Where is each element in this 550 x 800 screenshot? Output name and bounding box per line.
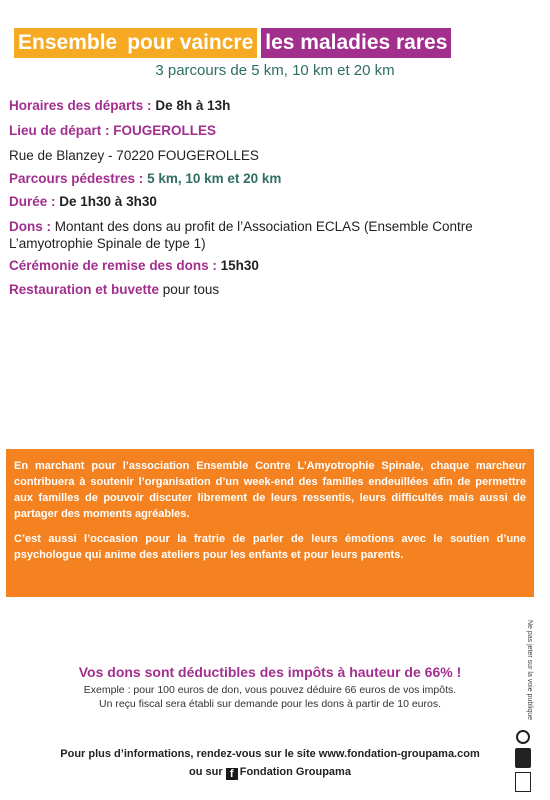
facebook-page-link[interactable]: Fondation Groupama [239, 766, 351, 778]
facebook-line [0, 766, 540, 780]
title-part-pour-vaincre: pour vaincre [121, 28, 257, 58]
facebook-icon: f [226, 768, 238, 780]
association-message-box [6, 449, 534, 597]
parcours-label: Parcours pédestres : [9, 171, 144, 186]
ceremonie-value: 15h30 [220, 258, 259, 273]
restauration-row [9, 282, 219, 297]
dons-row [9, 218, 537, 252]
parcours-value: 5 km, 10 km et 20 km [147, 171, 282, 186]
ceremonie-label: Cérémonie de remise des dons : [9, 258, 217, 273]
adresse-row [9, 148, 259, 163]
duree-label: Durée : [9, 194, 56, 209]
tax-example: Exemple : pour 100 euros de don, vous pouvez déduire 66 euros de vos impôts. [83, 684, 457, 696]
message-paragraph-2: C’est aussi l’occasion pour la fratrie de parler de leurs émotions avec le soutien d’une psychologue qui anime des ateliers pour les enfants et pour leurs parents. [14, 533, 526, 561]
adresse: Rue de Blanzey - 70220 FOUGEROLLES [9, 148, 259, 163]
side-note: Ne pas jeter sur la voie publique [526, 620, 533, 721]
restauration-value: pour tous [162, 282, 220, 297]
title-part-ensemble: Ensemble [14, 28, 121, 58]
horaires-value: De 8h à 13h [155, 98, 231, 113]
triman-icon [515, 748, 531, 768]
dons-value: Montant des dons au profit de l’Association ECLAS (Ensemble Contre L’amyotrophie Spinale de type 1) [9, 219, 473, 251]
dons-label: Dons : [9, 219, 51, 234]
restauration-label: Restauration et buvette [9, 282, 160, 297]
more-info-line: Pour plus d’informations, rendez-vous sur le site www.fondation-groupama.com [60, 748, 480, 760]
title-banner [14, 28, 451, 58]
ou-sur-text: ou sur [189, 766, 223, 778]
lieu-label: Lieu de départ : FOUGEROLLES [9, 123, 217, 138]
lieu-row [9, 123, 216, 138]
subtitle: 3 parcours de 5 km, 10 km et 20 km [155, 62, 395, 79]
title-part-maladies-rares: les maladies rares [261, 28, 451, 58]
duree-row [9, 194, 157, 209]
horaires-row [9, 98, 230, 113]
recycle-icon [516, 730, 530, 744]
tax-headline: Vos dons sont déductibles des impôts à hauteur de 66% ! [78, 664, 462, 680]
parcours-row [9, 171, 281, 186]
bin-icon [515, 772, 531, 792]
duree-value: De 1h30 à 3h30 [59, 194, 157, 209]
recycling-logos [513, 730, 533, 792]
ceremonie-row [9, 258, 259, 273]
message-paragraph-1: En marchant pour l’association Ensemble Contre L’Amyotrophie Spinale, chaque marcheur contribuera à soutenir l’organisation d’un week-end des familles endeuillées afin de permettre aux familles de pouvoir discuter librement de leurs ressentis, leurs difficultés mais aussi de partager des moments agréables. [14, 460, 526, 520]
tax-receipt: Un reçu fiscal sera établi sur demande pour les dons à partir de 10 euros. [98, 698, 442, 710]
horaires-label: Horaires des départs : [9, 98, 152, 113]
